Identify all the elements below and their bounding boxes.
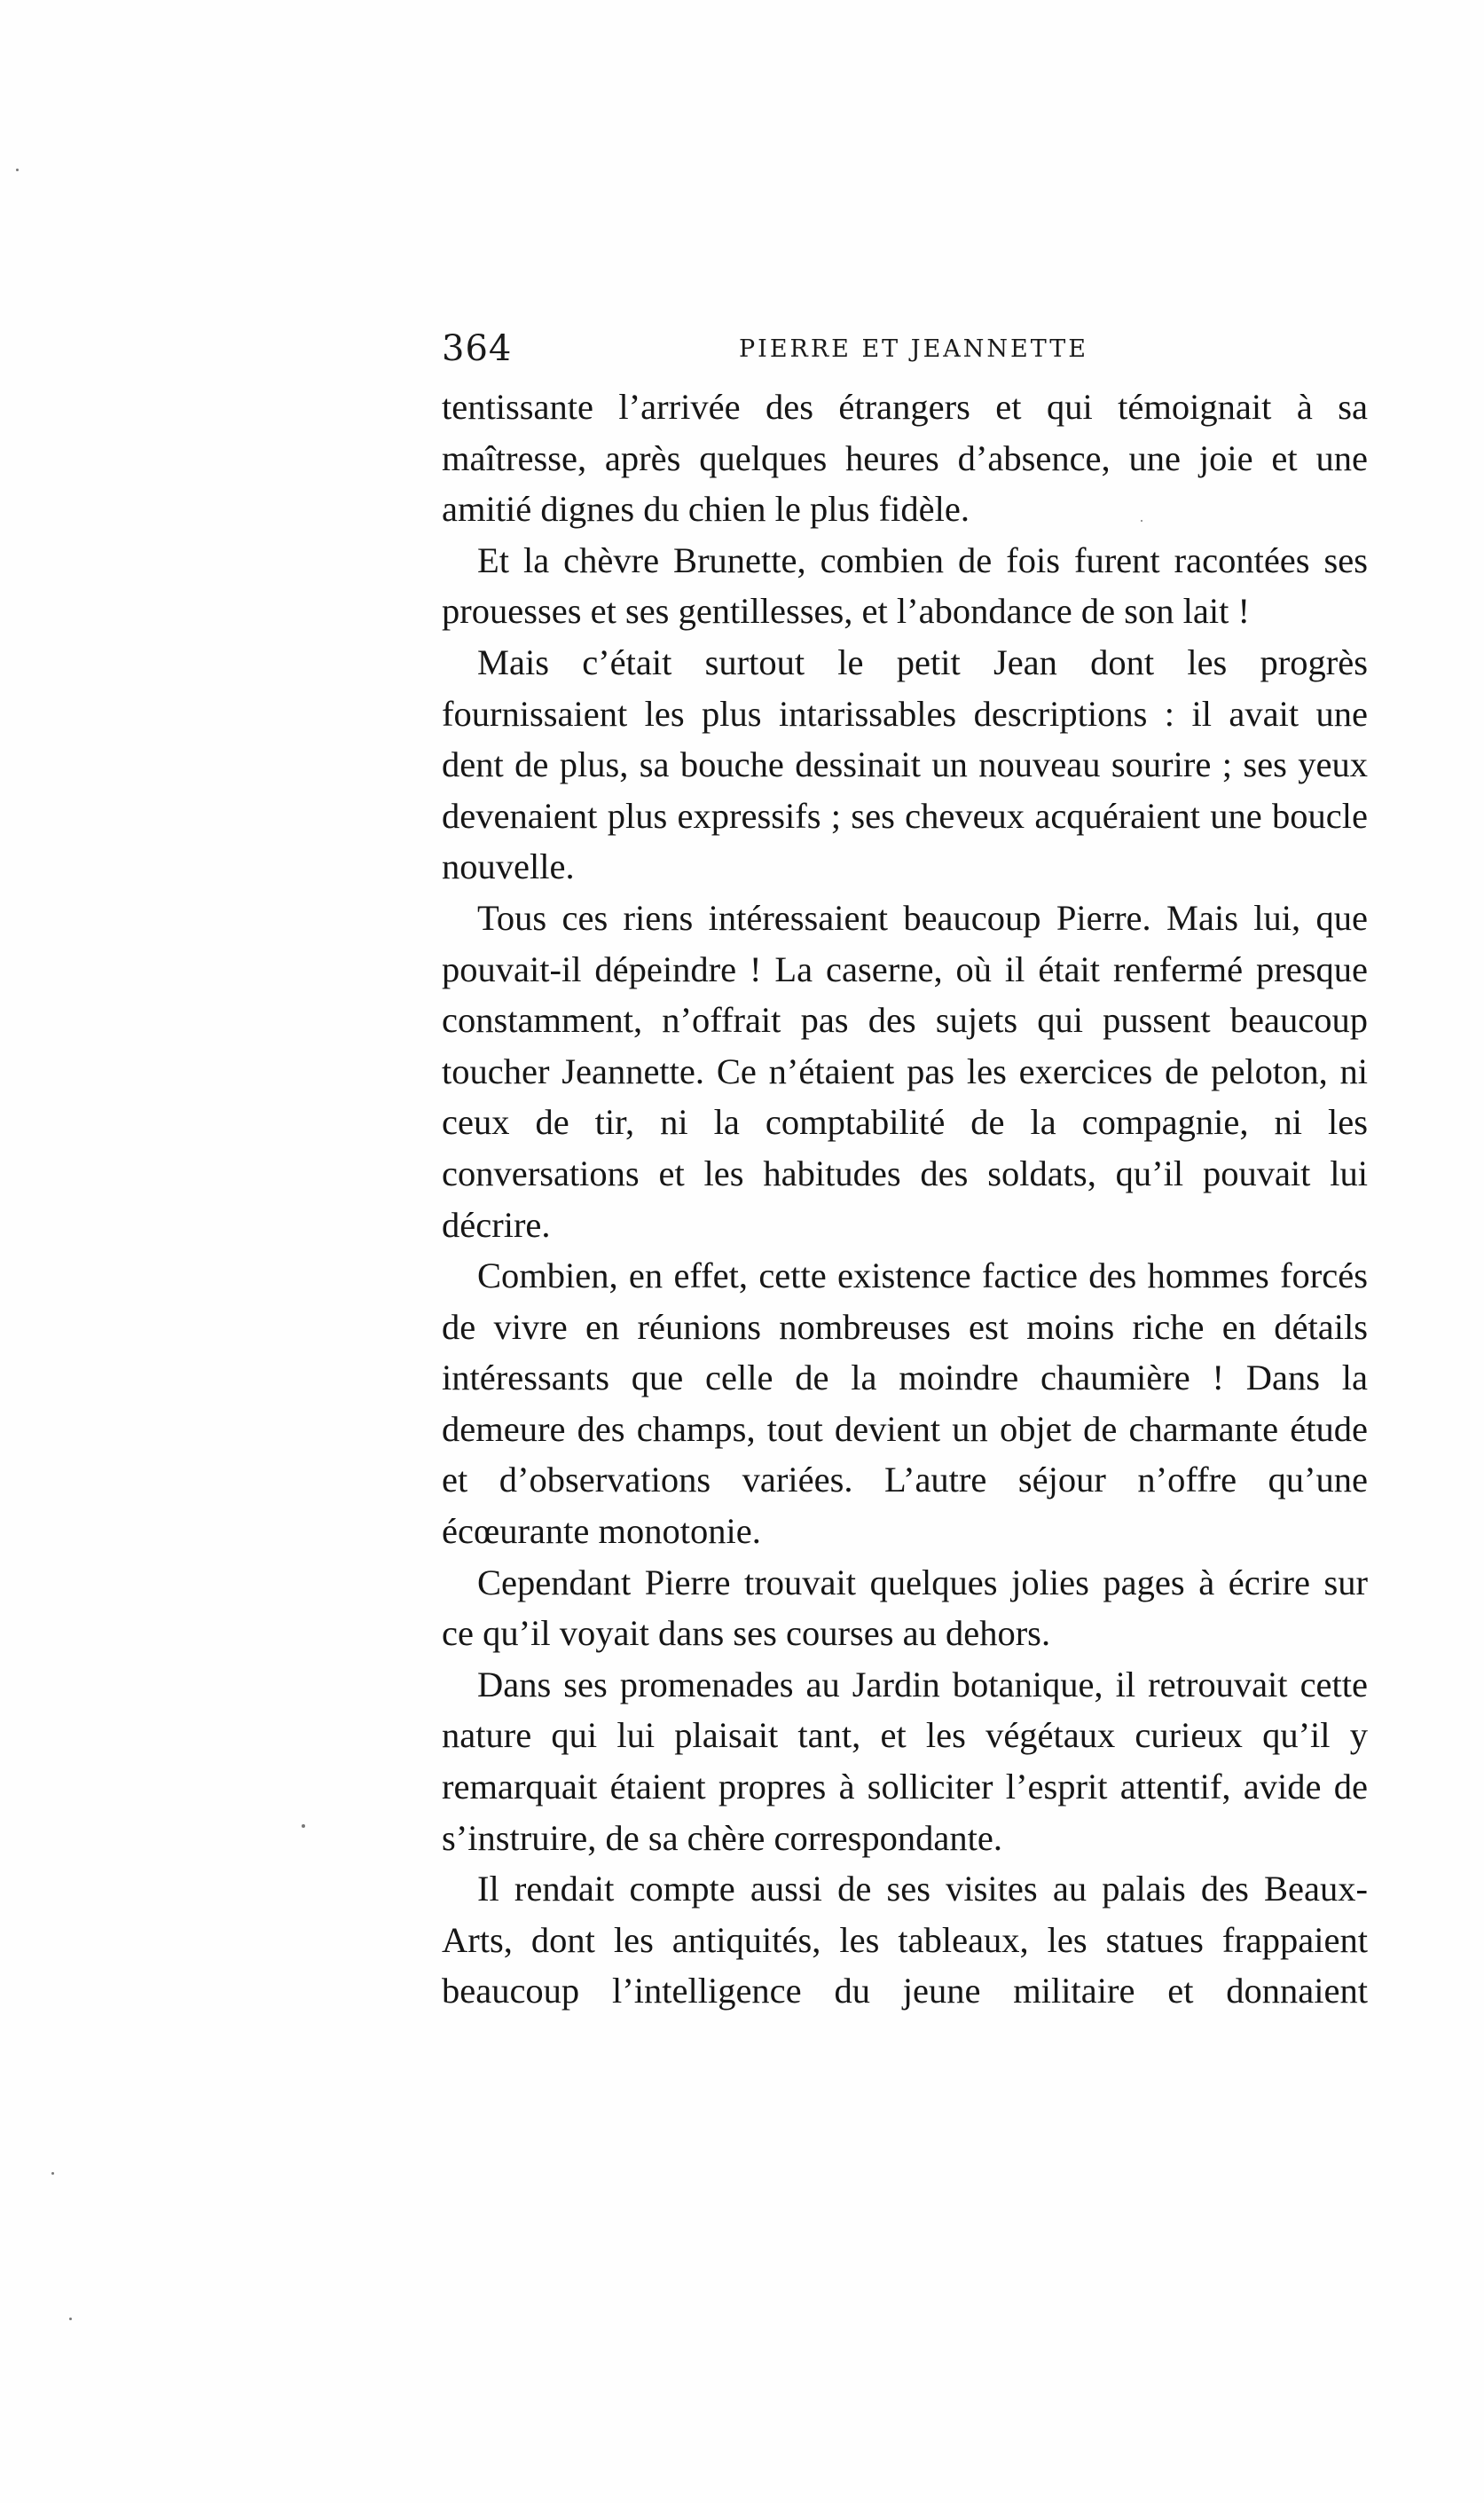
paragraph: tentissante l’arrivée des étrangers et qui témoignait à sa maîtresse, après quelques heures d’absence, une joie et une amitié dignes du chien le plus fidèle. <box>442 387 1368 530</box>
paragraph: Cependant Pierre trouvait quelques jolies pages à écrire sur ce qu’il voyait dans ses courses au dehors. <box>442 1562 1368 1654</box>
speck <box>302 1824 305 1828</box>
paragraph: Et la chèvre Brunette, combien de fois furent racontées ses prouesses et ses gentillesses, et l’abondance de son lait ! <box>442 539 1368 632</box>
speck <box>1141 520 1142 522</box>
paragraph: Mais c’était surtout le petit Jean dont les progrès fournissaient les plus intarissables descriptions : il avait une dent de plus, sa bouche dessinait un nouveau sourire ; ses yeux devenaient plus expressifs ; ses cheveux acquéraient une boucle nouvelle. <box>442 641 1368 887</box>
speck <box>51 2172 54 2175</box>
running-title: PIERRE ET JEANNETTE <box>738 335 1088 363</box>
paragraph: Tous ces riens intéressaient beaucoup Pierre. Mais lui, que pouvait-il dépeindre ! La caserne, où il était renfermé presque constamment, n’offrait pas des sujets qui pussent beaucoup toucher Jeannette. Ce n’étaient pas les exercices de peloton, ni ceux de tir, ni la comptabilité de la compagnie, ni les conversations et les habitudes des soldats, qu’il pouvait lui décrire. <box>442 897 1368 1245</box>
page-header <box>442 328 1368 382</box>
speck <box>69 2318 72 2320</box>
paragraph: Dans ses promenades au Jardin botanique, il retrouvait cette nature qui lui plaisait tant, et les végétaux curieux qu’il y remarquait étaient propres à solliciter l’esprit attentif, avide de s’instruire, de sa chère correspondante. <box>442 1664 1368 1858</box>
speck <box>16 169 19 171</box>
paragraph: Il rendait compte aussi de ses visites au palais des Beaux-Arts, dont les antiquités, les tableaux, les statues frappaient beaucoup l’intelligence du jeune militaire et donnaient <box>442 1869 1368 2011</box>
paragraph: Combien, en effet, cette existence factice des hommes forcés de vivre en réunions nombreuses est moins riche en détails intéressants que celle de la moindre chaumière ! Dans la demeure des champs, tout devient un objet de charmante étude et d’observations variées. L’autre séjour n’offre qu’une écœurante monotonie. <box>442 1255 1368 1552</box>
page-number: 364 <box>442 328 513 369</box>
body-text <box>442 382 1368 2017</box>
